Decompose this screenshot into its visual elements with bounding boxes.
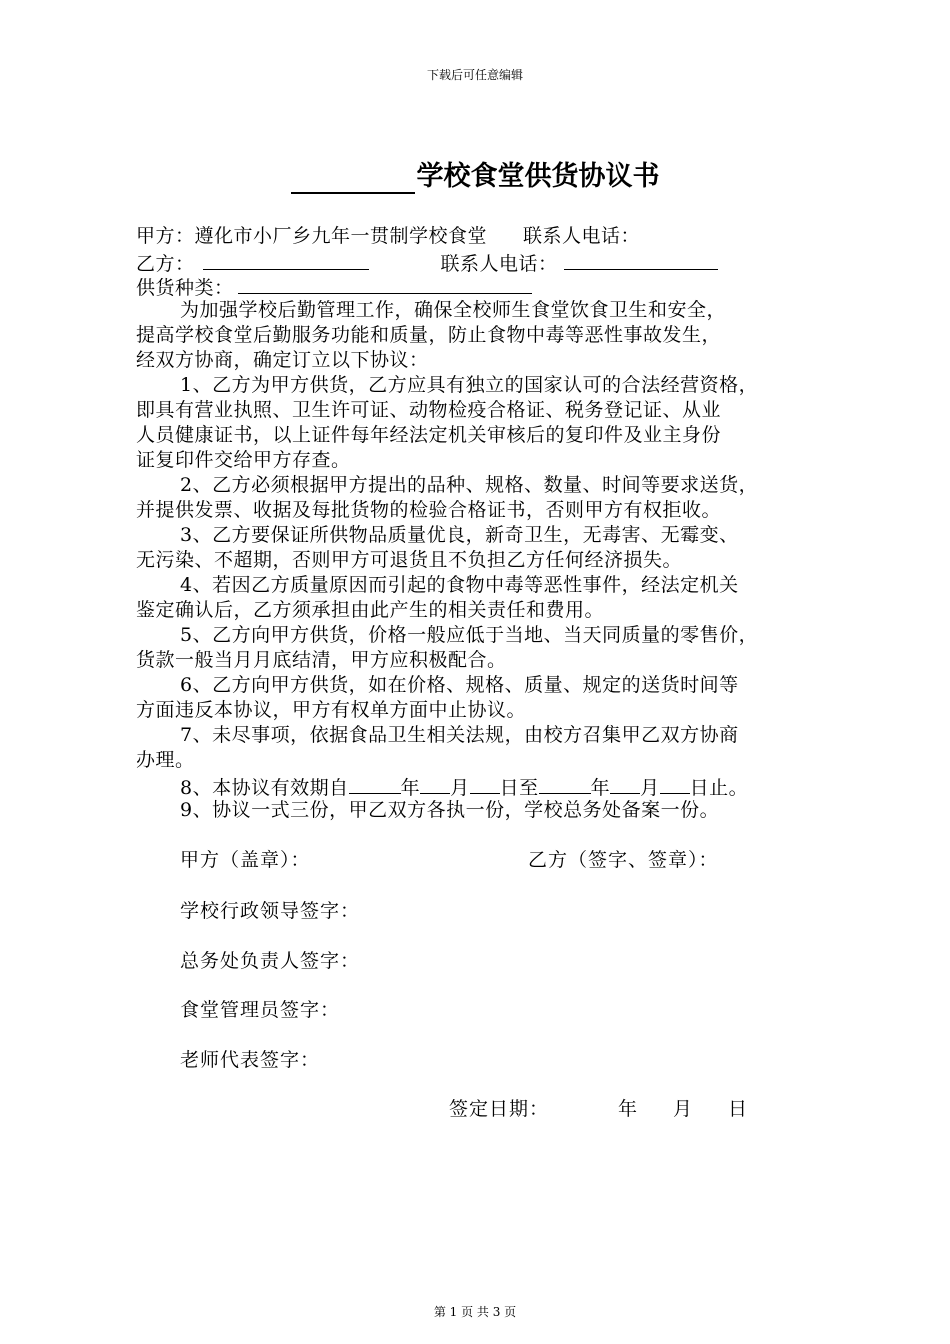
clause-1-line: 即具有营业执照、卫生许可证、动物检疫合格证、税务登记证、从业 [136, 399, 722, 421]
teacher-rep-sign-label: 老师代表签字： [180, 1049, 321, 1071]
party-b-name-blank [203, 249, 369, 270]
admin-leader-sign-label: 学校行政领导签字： [180, 900, 361, 922]
sign-date-year: 年 [618, 1098, 639, 1120]
clause-8-year-label: 年 [400, 777, 421, 799]
title-blank-line [291, 166, 415, 194]
page-footer: 第 1 页 共 3 页 [433, 1305, 517, 1319]
title-text: 学校食堂供货协议书 [416, 161, 660, 192]
party-a-phone-label: 联系人电话： [523, 225, 641, 247]
end-month-blank [610, 773, 640, 794]
affairs-head-sign-label: 总务处负责人签字： [180, 950, 361, 972]
clause-6-line: 6、乙方向甲方供货，如在价格、规格、质量、规定的送货时间等 [180, 674, 739, 696]
clause-8-prefix: 8、本协议有效期自 [180, 777, 349, 799]
party-b-phone-label: 联系人电话： [440, 253, 558, 275]
clause-4-line: 4、若因乙方质量原因而引起的食物中毒等恶性事件，经法定机关 [180, 574, 739, 596]
supply-type-line [136, 273, 532, 300]
header-note: 下载后可任意编辑 [426, 68, 523, 82]
intro-line: 为加强学校后勤管理工作，确保全校师生食堂饮食卫生和安全， [180, 299, 727, 321]
supply-type-label: 供货种类： [136, 277, 234, 299]
party-a-name: 遵化市小厂乡九年一贯制学校食堂 [194, 225, 488, 247]
party-a-line [136, 224, 640, 248]
clause-6-line: 方面违反本协议，甲方有权单方面中止协议。 [136, 699, 527, 721]
party-b-phone-blank [564, 249, 718, 270]
start-day-blank [470, 773, 500, 794]
party-a-seal-label: 甲方（盖章）： [180, 849, 311, 871]
clause-3-line: 无污染、不超期，否则甲方可退货且不负担乙方任何经济损失。 [136, 549, 683, 571]
clause-2-line: 并提供发票、收据及每批货物的检验合格证书，否则甲方有权拒收。 [136, 499, 722, 521]
end-year-blank [539, 773, 591, 794]
clause-3-line: 3、乙方要保证所供物品质量优良，新奇卫生，无毒害、无霉变、 [180, 524, 739, 546]
party-b-line [136, 249, 718, 276]
clause-1-line: 人员健康证书，以上证件每年经法定机关审核后的复印件及业主身份 [136, 424, 722, 446]
clause-9-line: 9、协议一式三份，甲乙双方各执一份，学校总务处备案一份。 [180, 799, 720, 821]
canteen-manager-sign-label: 食堂管理员签字： [180, 999, 341, 1021]
clause-8-year-label: 年 [590, 777, 611, 799]
intro-line: 提高学校食堂后勤服务功能和质量，防止食物中毒等恶性事故发生， [136, 324, 722, 346]
clause-4-line: 鉴定确认后，乙方须承担由此产生的相关责任和费用。 [136, 599, 605, 621]
document-title [0, 160, 950, 194]
sign-date-label: 签定日期： [449, 1098, 550, 1120]
party-b-label: 乙方： [136, 253, 195, 275]
clause-8-line [180, 773, 748, 800]
sign-date-day: 日 [728, 1098, 749, 1120]
clause-8-day-to-label: 日至 [499, 777, 539, 799]
clause-2-line: 2、乙方必须根据甲方提出的品种、规格、数量、时间等要求送货， [180, 474, 759, 496]
intro-line: 经双方协商，确定订立以下协议： [136, 349, 429, 371]
start-year-blank [349, 773, 401, 794]
clause-8-day-end-label: 日止。 [689, 777, 749, 799]
clause-7-line: 7、未尽事项，依据食品卫生相关法规，由校方召集甲乙双方协商 [180, 724, 739, 746]
clause-8-month-label: 月 [640, 777, 660, 799]
clause-8-month-label: 月 [450, 777, 470, 799]
clause-1-line: 证复印件交给甲方存查。 [136, 449, 351, 471]
party-b-sign-label: 乙方（签字、签章）： [528, 849, 719, 871]
clause-5-line: 5、乙方向甲方供货，价格一般应低于当地、当天同质量的零售价， [180, 624, 759, 646]
clause-5-line: 货款一般当月月底结清，甲方应积极配合。 [136, 649, 507, 671]
supply-type-blank [238, 273, 532, 294]
start-month-blank [420, 773, 450, 794]
clause-7-line: 办理。 [136, 749, 195, 771]
clause-1-line: 1、乙方为甲方供货，乙方应具有独立的国家认可的合法经营资格， [180, 374, 759, 396]
sign-date-month: 月 [673, 1098, 694, 1120]
end-day-blank [660, 773, 690, 794]
party-a-label: 甲方： [136, 225, 195, 247]
